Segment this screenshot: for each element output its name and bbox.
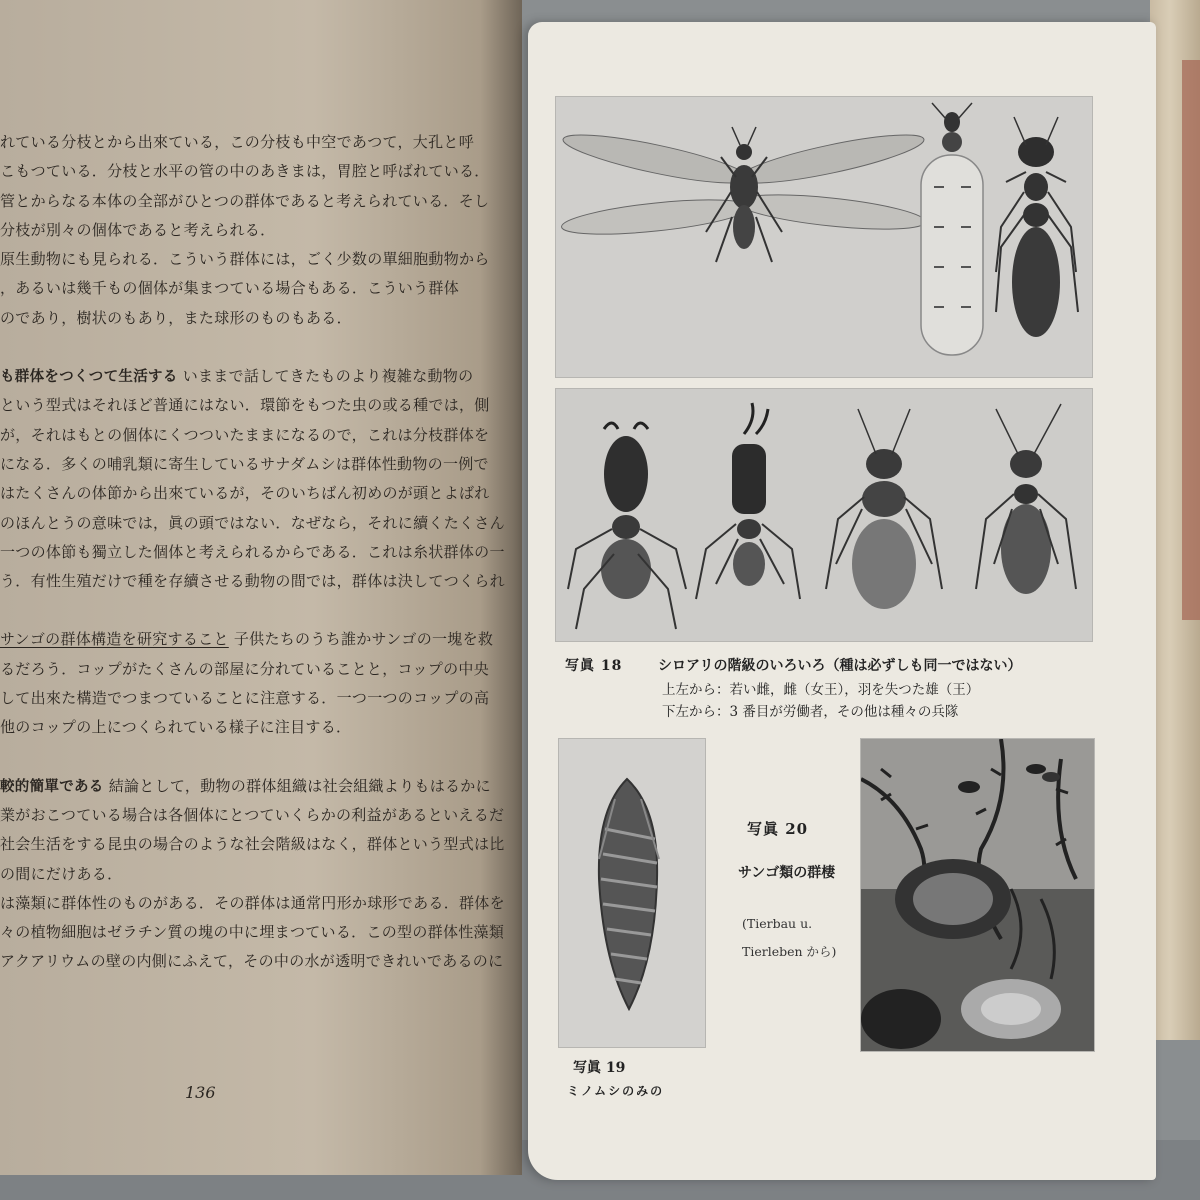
paragraph-gap bbox=[0, 596, 510, 625]
text-line bbox=[0, 830, 510, 859]
text-line bbox=[0, 479, 510, 508]
termite-castes-bottom-illustration bbox=[556, 389, 1092, 641]
text-line-content: 他のコップの上につくられている樣子に注目する． bbox=[0, 718, 352, 737]
text-line-content: のほんとうの意味では，眞の頭ではない．なぜなら，それに續くたくさん bbox=[0, 513, 505, 532]
text-line bbox=[0, 625, 510, 654]
left-page-text bbox=[0, 128, 510, 977]
page-number: 136 bbox=[185, 1083, 216, 1102]
text-line bbox=[0, 450, 510, 479]
paragraph-gap bbox=[0, 743, 510, 772]
text-line bbox=[0, 391, 510, 420]
text-line bbox=[0, 538, 510, 567]
text-line bbox=[0, 801, 510, 830]
figure-18-label: 写眞 18 bbox=[565, 658, 623, 674]
text-line-content: 分枝が別々の個体であると考えられる． bbox=[0, 220, 276, 239]
figure-20-source-line2: Tierleben から) bbox=[742, 944, 837, 959]
text-line bbox=[0, 947, 510, 976]
figure-19-title: ミノムシのみの bbox=[567, 1084, 665, 1098]
figure-20-label: 写眞 20 bbox=[747, 820, 809, 838]
text-line-content: はたくさんの体節から出來ているが，そのいちばん初めのが頭とよばれ bbox=[0, 484, 490, 503]
text-line-content: 結論として，動物の群体組織は社会組織よりもはるかに bbox=[108, 776, 491, 795]
coral-plate bbox=[860, 738, 1095, 1052]
figure-20-title: サンゴ類の群棲 bbox=[738, 865, 836, 881]
section-heading: 較的簡單である bbox=[0, 778, 104, 795]
text-line-content: 々の植物細胞はゼラチン質の塊の中に埋まつている．この型の群体性藻類 bbox=[0, 923, 505, 942]
text-line bbox=[0, 567, 510, 596]
text-line-content: して出來た構造でつまつていることに注意する．一つ一つのコップの高 bbox=[0, 689, 490, 708]
text-line-content: れている分枝とから出來ている，この分枝も中空であつて，大孔と呼 bbox=[0, 133, 475, 151]
termite-castes-top-illustration bbox=[556, 97, 1092, 377]
text-line bbox=[0, 772, 510, 801]
bagworm-plate bbox=[558, 738, 706, 1048]
paragraph-gap bbox=[0, 333, 510, 362]
book-binding-stain bbox=[1182, 60, 1200, 620]
text-line bbox=[0, 655, 510, 684]
text-line-content: 原生動物にも見られる．こういう群体には，ごく少数の單細胞動物から bbox=[0, 250, 490, 269]
text-line-content: のであり，樹状のもあり，また球形のものもある． bbox=[0, 308, 352, 327]
section-heading-underlined: サンゴの群体構造を研究すること bbox=[0, 630, 229, 649]
figure-18-caption-line2: 下左から：3 番目が労働者，その他は種々の兵隊 bbox=[662, 704, 959, 720]
termite-plate-bottom bbox=[555, 388, 1093, 642]
text-line bbox=[0, 889, 510, 918]
figure-18-caption-line1: 上左から：若い雌，雌（女王），羽を失つた雄（王） bbox=[662, 682, 980, 698]
figure-18-title: シロアリの階級のいろいろ（種は必ずしも同一ではない） bbox=[658, 658, 1022, 674]
text-line-content: ，あるいは幾千もの個体が集まつている場合もある．こういう群体 bbox=[0, 279, 460, 298]
text-line bbox=[0, 157, 510, 186]
text-line-content: の間にだけある． bbox=[0, 864, 123, 883]
text-line-content: 子供たちのうち誰かサンゴの一塊を救 bbox=[233, 630, 494, 649]
text-line-content: になる．多くの哺乳類に寄生しているサナダムシは群体性動物の一例で bbox=[0, 454, 489, 473]
text-line bbox=[0, 304, 510, 333]
text-line-content: アクアリウムの壁の内側にふえて，その中の水が透明できれいであるのに bbox=[0, 952, 504, 971]
termite-plate-top bbox=[555, 96, 1093, 378]
text-line bbox=[0, 684, 510, 713]
text-line bbox=[0, 860, 510, 889]
figure-19-label: 写眞 19 bbox=[573, 1060, 626, 1076]
text-line-content: こもつている．分枝と水平の管の中のあきまは，胃腔と呼ばれている． bbox=[0, 162, 490, 181]
figure-20-source-line1: (Tierbau u. bbox=[742, 916, 813, 931]
text-line-content: という型式はそれほど普通にはない．環節をもつた虫の或る種では，側 bbox=[0, 396, 490, 415]
text-line-content: 一つの体節も獨立した個体と考えられるからである．これは糸状群体の一 bbox=[0, 542, 505, 561]
coral-colony-illustration bbox=[861, 739, 1094, 1051]
text-line bbox=[0, 713, 510, 742]
text-line bbox=[0, 362, 510, 391]
text-line bbox=[0, 421, 510, 450]
bagworm-case-illustration bbox=[559, 739, 705, 1047]
text-line-content: 業がおこつている場合は各個体にとつていくらかの利益があるといえるだ bbox=[0, 805, 505, 824]
text-line bbox=[0, 918, 510, 947]
text-line bbox=[0, 187, 510, 216]
text-line bbox=[0, 509, 510, 538]
text-line-content: るだろう．コップがたくさんの部屋に分れていることと，コップの中央 bbox=[0, 659, 490, 678]
text-line-content: 社会生活をする昆虫の場合のような社会階級はなく，群体という型式は比 bbox=[0, 835, 505, 854]
text-line bbox=[0, 245, 510, 274]
text-line-content: は藻類に群体性のものがある．その群体は通常円形か球形である．群体を bbox=[0, 893, 505, 912]
text-line-content: いままで話してきたものより複雑な動物の bbox=[182, 367, 474, 386]
section-heading: も群体をつくつて生活する bbox=[0, 369, 178, 386]
text-line-content: う．有性生殖だけで種を存續させる動物の間では，群体は決してつくられ bbox=[0, 572, 505, 591]
left-page bbox=[0, 0, 522, 1175]
text-line-content: 管とからなる本体の全部がひとつの群体であると考えられている．そし bbox=[0, 191, 490, 210]
text-line bbox=[0, 216, 510, 245]
text-line bbox=[0, 274, 510, 303]
text-line-content: が，それはもとの個体にくつついたままになるので，これは分枝群体を bbox=[0, 425, 490, 444]
text-line bbox=[0, 128, 510, 157]
